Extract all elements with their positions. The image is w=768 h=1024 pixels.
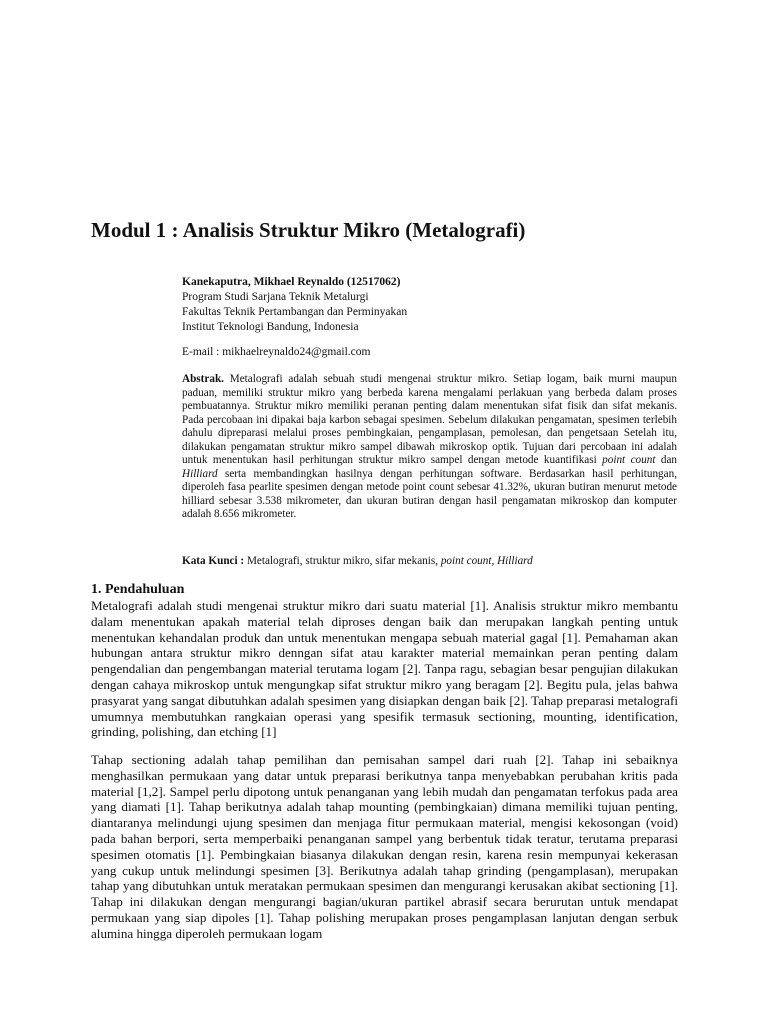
abstract-label: Abstrak. (182, 373, 224, 385)
author-email: E-mail : mikhaelreynaldo24@gmail.com (182, 346, 371, 358)
keywords-text: Metalografi, struktur mikro, sifar mekanis, (244, 555, 441, 567)
body-paragraph: Metalografi adalah studi mengenai struktur mikro dari suatu material [1]. Analisis struktur mikro membantu dalam menentukan apakah material telah diproses dengan baik dan merupakan langkah penting untuk menentukan kehandalan produk dan untuk menentukan mengapa sebuah material gagal [1]. Pemahaman akan hubungan antara struktur mikro denngan sifat atau karakter material memainkan peran penting dalam pengendalian dan pengembangan material terutama logam [2]. Tanpa ragu, sebagian besar pengujian dilakukan dengan cahaya mikroskop untuk mengungkap sifat struktur mikro yang beragam [2]. Begitu pula, jelas bahwa prasyarat yang sangat dibutuhkan adalah spesimen yang disiapkan dengan baik [2]. Tahap preparasi metalografi umumnya membutuhkan rangkaian operasi yang spesifik termasuk sectioning, mounting, identification, grinding, polishing, dan etching [1] (91, 598, 678, 740)
keywords-label: Kata Kunci : (182, 555, 245, 567)
abstract-italic-term: Hilliard (182, 467, 218, 480)
abstract-text: Metalografi adalah sebuah studi mengenai struktur mikro. Setiap logam, baik murni maupun paduan, memiliki struktur mikro yang berbeda karena mengalami perlakuan yang berbeda dalam proses pembuatannya. Struktur mikro memiliki peranan penting dalam menentukan sifat fisik dan sifat mekanis. Pada percobaan ini dipakai baja karbon sebagai spesimen. Sebelum dilakukan pengamatan, spesimen terlebih dahulu dipreparasi melalui proses pembingkaian, pengamplasan, pemolesan, dan pengetsaan Setelah itu, dilakukan pengamatan struktur mikro sampel dibawah mikroskop optik. Tujuan dari percobaan ini adalah untuk menentukan hasil perhitungan struktur mikro sampel dengan metode kuantifikasi (182, 373, 677, 467)
affiliation-line: Program Studi Sarjana Teknik Metalurgi (182, 291, 369, 303)
paper-title: Modul 1 : Analisis Struktur Mikro (Metalografi) (91, 218, 526, 242)
author-name: Kanekaputra, Mikhael Reynaldo (12517062) (182, 276, 401, 288)
author-block (182, 275, 682, 335)
affiliation-line: Institut Teknologi Bandung, Indonesia (182, 321, 359, 333)
body-paragraph: Tahap sectioning adalah tahap pemilihan dan pemisahan sampel dari ruah [2]. Tahap ini sebaiknya menghasilkan permukaan yang datar untuk preparasi berikutnya tanpa menyebabkan perubahan kritis pada material [1,2]. Sampel perlu dipotong untuk penanganan yang lebih mudah dan pengamatan terfokus pada area yang diamati [1]. Tahap berikutnya adalah tahap mounting (pembingkaian) dimana memiliki tujuan penting, diantaranya melindungi ujung spesimen dan menjaga fitur permukaan material, mengisi kekosongan (void) pada bahan berpori, serta memperbaiki penanganan sampel yang berbentuk tidak teratur, terutama preparasi spesimen otomatis [1]. Pembingkaian biasanya dilakukan dengan resin, karena resin mempunyai kekerasan yang cukup untuk melindungi spesimen [3]. Berikutnya adalah tahap grinding (pengamplasan), merupakan tahap yang dibutuhkan untuk meratakan permukaan spesimen dan mengurangi kerusakan akibat sectioning [1]. Tahap ini dilakukan dengan mengurangi bagian/ukuran partikel abrasif secara berurutan untuk mendapat permukaan yang siap dipoles [1]. Tahap polishing merupakan proses pengamplasan lanjutan dengan serbuk alumina hingga diperoleh permukaan logam (91, 752, 678, 941)
abstract (182, 373, 677, 522)
abstract-italic-term: point count (602, 454, 656, 467)
abstract-text: serta membandingkan hasilnya dengan perhitungan software. Berdasarkan hasil perhitungan, diperoleh fasa pearlite spesimen dengan metode point count sebesar 41.32%, ukuran butiran menurut metode hilliard sebesar 3.538 mikrometer, dan ukuran butiran dengan hasil pengamatan mikroskop dan komputer adalah 8.656 mikrometer. (182, 467, 677, 521)
abstract-text: dan (655, 454, 678, 467)
keywords-italic: point count, Hilliard (440, 555, 533, 567)
section-heading: 1. Pendahuluan (91, 582, 185, 597)
keywords (182, 554, 677, 568)
affiliation-line: Fakultas Teknik Pertambangan dan Perminyakan (182, 306, 408, 318)
